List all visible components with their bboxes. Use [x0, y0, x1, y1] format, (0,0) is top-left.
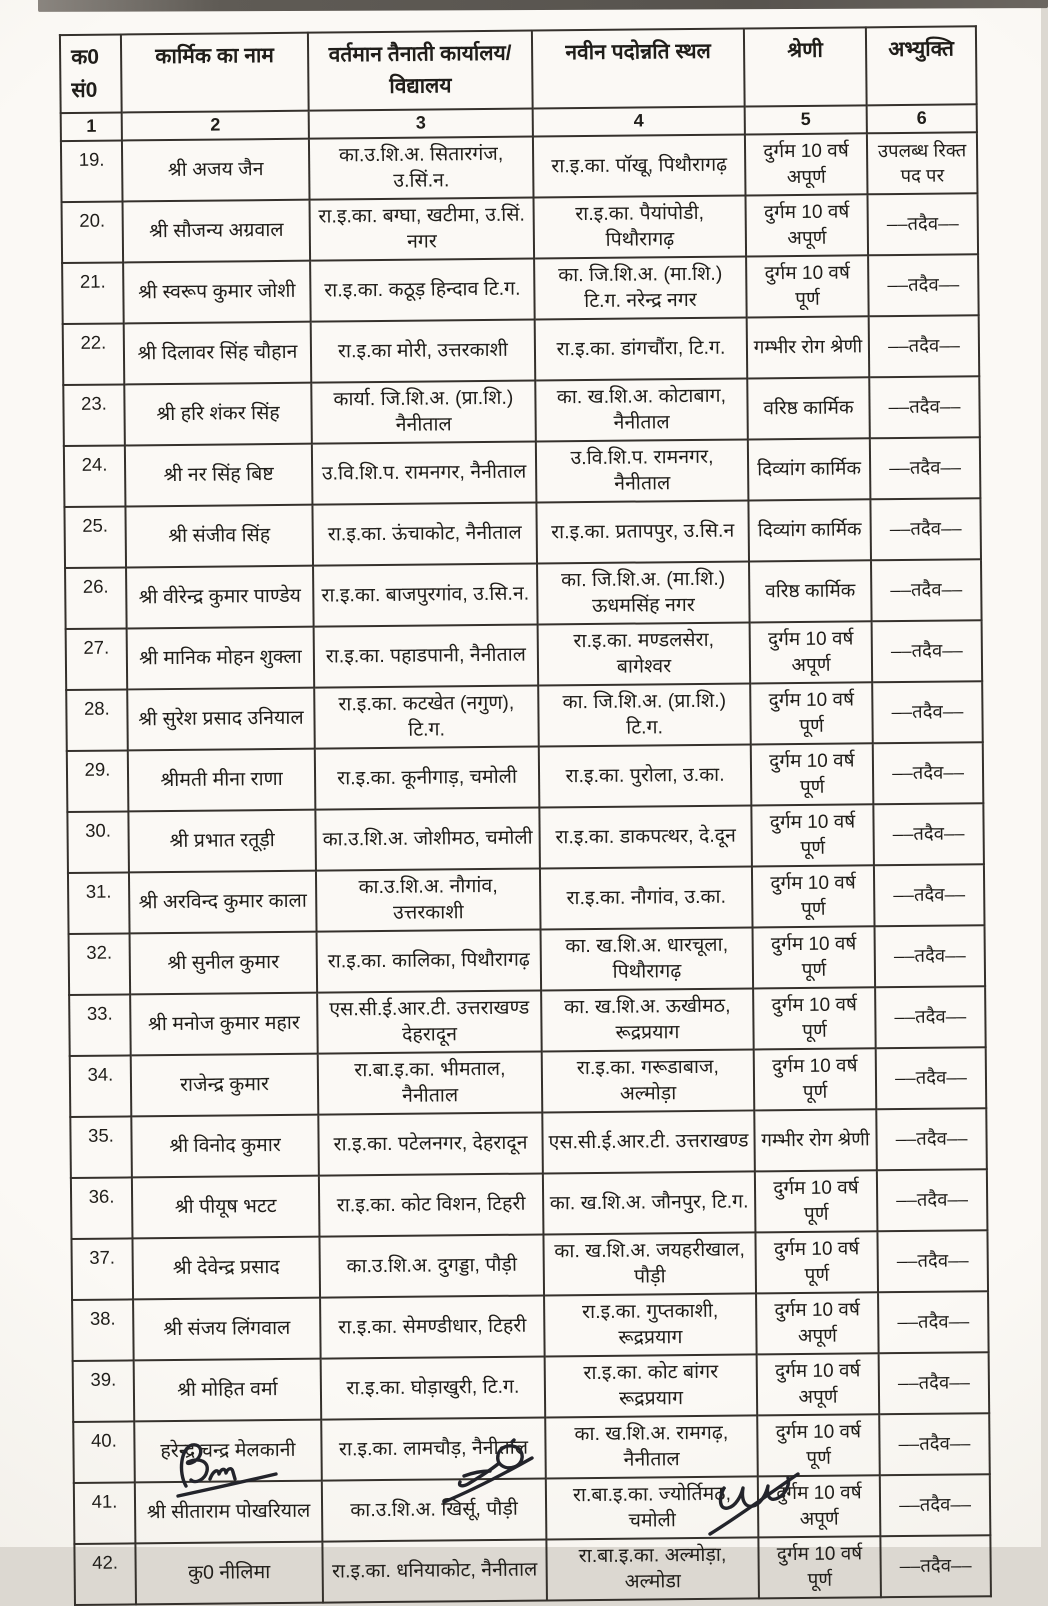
cell-new-posting: का. जि.शि.अ. (मा.शि.) ऊधमसिंह नगर [537, 561, 750, 624]
promotion-table [59, 25, 992, 1606]
table-row [65, 559, 982, 629]
cell-category: दुर्गम 10 वर्ष पूर्ण [755, 1170, 878, 1232]
cell-name: श्री सुरेश प्रसाद उनियाल [127, 688, 315, 751]
cell-name: श्री देवेन्द्र प्रसाद [132, 1237, 320, 1300]
column-header-current-office: वर्तमान तैनाती कार्यालय/ विद्यालय [308, 31, 533, 111]
cell-serial: 37. [71, 1238, 133, 1300]
table-row [63, 315, 980, 385]
cell-name: श्रीमती मीना राणा [128, 749, 316, 812]
cell-remark: ––तदैव–– [879, 1352, 990, 1414]
cell-serial: 23. [63, 384, 125, 446]
table-row [61, 132, 978, 202]
cell-serial: 28. [66, 689, 128, 751]
table-row [71, 1169, 988, 1239]
cell-category: दुर्गम 10 वर्ष अपूर्ण [756, 1292, 879, 1354]
cell-new-posting: का. ख.शि.अ. धारचूला, पिथौरागढ़ [541, 927, 754, 990]
cell-serial: 34. [70, 1055, 132, 1117]
cell-remark: ––तदैव–– [870, 437, 981, 499]
cell-name: श्री प्रभात रतूड़ी [128, 810, 316, 873]
cell-remark: ––तदैव–– [872, 681, 983, 743]
table-row [69, 986, 986, 1056]
cell-category: दुर्गम 10 वर्ष पूर्ण [754, 1048, 877, 1110]
table-row [72, 1291, 989, 1361]
cell-name: राजेन्द्र कुमार [131, 1054, 319, 1117]
cell-remark: ––तदैव–– [870, 498, 981, 560]
table-row [63, 376, 980, 446]
cell-remark: ––तदैव–– [867, 193, 978, 255]
table-row [68, 864, 985, 934]
cell-category: दुर्गम 10 वर्ष पूर्ण [753, 987, 876, 1049]
cell-new-posting: रा.बा.इ.का. अल्मोड़ा, अल्मोडा [546, 1537, 759, 1600]
table-row [69, 925, 986, 995]
cell-category: दुर्गम 10 वर्ष पूर्ण [751, 804, 874, 866]
column-number: 5 [745, 105, 867, 134]
cell-name: श्री संजय लिंगवाल [133, 1298, 321, 1361]
cell-category: वरिष्ठ कार्मिक [747, 377, 870, 439]
cell-remark: ––तदैव–– [877, 1230, 988, 1292]
cell-serial: 38. [72, 1299, 134, 1361]
cell-remark: ––तदैव–– [877, 1169, 988, 1231]
cell-serial: 40. [73, 1421, 135, 1483]
cell-new-posting: एस.सी.ई.आर.टी. उत्तराखण्ड [542, 1110, 755, 1173]
column-header-name: कार्मिक का नाम [121, 33, 309, 113]
cell-new-posting: रा.इ.का. गरूडाबाज, अल्मोड़ा [542, 1049, 755, 1112]
cell-serial: 26. [65, 567, 127, 629]
cell-remark: ––तदैव–– [874, 864, 985, 926]
cell-serial: 33. [69, 994, 131, 1056]
cell-remark: उपलब्ध रिक्त पद पर [867, 132, 978, 194]
cell-current-office: रा.इ.का. कोट विशन, टिहरी [319, 1173, 544, 1236]
cell-serial: 27. [66, 628, 128, 690]
table-row [73, 1352, 990, 1422]
cell-new-posting: उ.वि.शि.प. रामनगर, नैनीताल [536, 439, 749, 502]
cell-remark: ––तदैव–– [869, 315, 980, 377]
cell-current-office: रा.इ.का मोरी, उत्तरकाशी [311, 320, 536, 383]
cell-new-posting: रा.इ.का. पुरोला, उ.का. [539, 744, 752, 807]
cell-serial: 25. [64, 506, 126, 568]
cell-current-office: रा.इ.का. कटखेत (नगुण), टि.ग. [314, 686, 539, 749]
cell-name: श्री वीरेन्द्र कुमार पाण्डेय [126, 566, 314, 629]
cell-current-office: रा.इ.का. लामचौड़, नैनीताल [321, 1417, 546, 1480]
cell-name: श्री हरि शंकर सिंह [124, 383, 312, 446]
cell-new-posting: रा.इ.का. कोट बांगर रूद्रप्रयाग [545, 1354, 758, 1417]
cell-current-office: कार्या. जि.शि.अ. (प्रा.शि.) नैनीताल [311, 381, 536, 444]
cell-serial: 30. [67, 811, 129, 873]
cell-current-office: रा.इ.का. कठूड़ हिन्दाव टि.ग. [310, 259, 535, 322]
cell-current-office: रा.इ.का. कालिका, पिथौरागढ़ [317, 929, 542, 992]
cell-serial: 19. [61, 140, 123, 202]
column-header-category: श्रेणी [744, 27, 867, 106]
cell-name: कु0 नीलिमा [135, 1542, 323, 1605]
cell-new-posting: का. ख.शि.अ. जौनपुर, टि.ग. [543, 1171, 756, 1234]
cell-current-office: का.उ.शि.अ. सितारगंज, उ.सिं.न. [309, 137, 534, 200]
cell-current-office: उ.वि.शि.प. रामनगर, नैनीताल [312, 442, 537, 505]
cell-serial: 32. [69, 933, 131, 995]
cell-serial: 31. [68, 872, 130, 934]
cell-current-office: रा.इ.का. धनियाकोट, नैनीताल [322, 1539, 547, 1602]
cell-name: हरेन्द्र चन्द्र मेलकानी [134, 1420, 322, 1483]
cell-remark: ––तदैव–– [869, 376, 980, 438]
table-row [62, 193, 979, 263]
cell-remark: ––तदैव–– [873, 803, 984, 865]
cell-name: श्री पीयूष भटट [132, 1176, 320, 1239]
cell-new-posting: रा.इ.का. मण्डलसेरा, बागेश्वर [538, 622, 751, 685]
document-sheet [59, 25, 990, 1606]
cell-current-office: एस.सी.ई.आर.टी. उत्तराखण्ड देहरादून [317, 990, 542, 1053]
cell-serial: 35. [70, 1116, 132, 1178]
cell-new-posting: रा.इ.का. प्रतापपुर, उ.सि.न [536, 500, 749, 563]
cell-remark: ––तदैव–– [880, 1535, 991, 1597]
cell-category: गम्भीर रोग श्रेणी [754, 1109, 877, 1171]
cell-category: दुर्गम 10 वर्ष पूर्ण [752, 865, 875, 927]
cell-remark: ––तदैव–– [871, 559, 982, 621]
table-row [74, 1535, 991, 1605]
cell-category: दुर्गम 10 वर्ष अपूर्ण [758, 1475, 881, 1537]
cell-current-office: रा.इ.का. बाजपुरगांव, उ.सि.न. [313, 564, 538, 627]
cell-name: श्री मनोज कुमार महार [130, 993, 318, 1056]
cell-remark: ––तदैव–– [868, 254, 979, 316]
cell-current-office: का.उ.शि.अ. नौगांव, उत्तरकाशी [316, 868, 541, 931]
cell-remark: ––तदैव–– [872, 620, 983, 682]
column-header-new-posting: नवीन पदोन्नति स्थल [532, 28, 745, 108]
signature-ink-right [700, 1464, 816, 1545]
cell-name: श्री सुनील कुमार [130, 932, 318, 995]
cell-current-office: का.उ.शि.अ. दुगड्डा, पौड़ी [319, 1234, 544, 1297]
cell-current-office: रा.इ.का. घोड़ाखुरी, टि.ग. [321, 1356, 546, 1419]
cell-current-office: रा.इ.का. बग्घा, खटीमा, उ.सिं. नगर [310, 198, 535, 261]
column-header-serial: क0 सं0 [60, 34, 122, 113]
column-number: 3 [309, 109, 533, 139]
cell-new-posting: रा.इ.का. पैयांपोडी, पिथौरागढ़ [534, 195, 747, 258]
cell-current-office: रा.इ.का. पहाडपानी, नैनीताल [314, 625, 539, 688]
table-row [62, 254, 979, 324]
cell-remark: ––तदैव–– [875, 986, 986, 1048]
cell-name: श्री दिलावर सिंह चौहान [124, 322, 312, 385]
cell-category: दुर्गम 10 वर्ष अपूर्ण [757, 1353, 880, 1415]
signature-ink-left [168, 1438, 288, 1509]
cell-remark: ––तदैव–– [878, 1291, 989, 1353]
cell-category: दिव्यांग कार्मिक [748, 499, 871, 561]
cell-new-posting: का. ख.शि.अ. रामगढ़, नैनीताल [545, 1415, 758, 1478]
header-row [60, 26, 977, 113]
cell-serial: 29. [67, 750, 129, 812]
cell-current-office: का.उ.शि.अ. जोशीमठ, चमोली [315, 807, 540, 870]
cell-new-posting: रा.इ.का. डांगचौंरा, टि.ग. [535, 317, 748, 380]
cell-remark: ––तदैव–– [876, 1047, 987, 1109]
cell-new-posting: का. जि.शि.अ. (मा.शि.) टि.ग. नरेन्द्र नगर [534, 256, 747, 319]
table-row [66, 681, 983, 751]
cell-new-posting: रा.इ.का. गुप्तकाशी, रूद्रप्रयाग [544, 1293, 757, 1356]
cell-current-office: रा.इ.का. कूनीगाड़, चमोली [315, 746, 540, 809]
cell-name: श्री मानिक मोहन शुक्ला [127, 627, 315, 690]
cell-remark: ––तदैव–– [876, 1108, 987, 1170]
column-number: 4 [533, 106, 745, 136]
cell-serial: 41. [74, 1482, 136, 1544]
table-row [70, 1108, 987, 1178]
cell-category: गम्भीर रोग श्रेणी [747, 316, 870, 378]
cell-new-posting: रा.इ.का. डाकपत्थर, दे.दून [539, 805, 752, 868]
column-header-remark: अभ्युक्ति [866, 26, 977, 105]
cell-category: दुर्गम 10 वर्ष पूर्ण [746, 255, 869, 317]
cell-name: श्री संजीव सिंह [125, 505, 313, 568]
cell-current-office: रा.इ.का. पटेलनगर, देहरादून [318, 1112, 543, 1175]
cell-serial: 36. [71, 1177, 133, 1239]
cell-category: दिव्यांग कार्मिक [748, 438, 871, 500]
table-row [70, 1047, 987, 1117]
cell-name: श्री विनोद कुमार [131, 1115, 319, 1178]
cell-new-posting: का. ख.शि.अ. जयहरीखाल, पौड़ी [543, 1232, 756, 1295]
cell-new-posting: रा.इ.का. नौगांव, उ.का. [540, 866, 753, 929]
table-row [66, 620, 983, 690]
cell-new-posting: रा.इ.का. पॉखू, पिथौरागढ़ [533, 134, 746, 197]
cell-category: दुर्गम 10 वर्ष पूर्ण [758, 1536, 881, 1598]
cell-current-office: का.उ.शि.अ. खिर्सू, पौड़ी [322, 1478, 547, 1541]
cell-name: श्री सीताराम पोखरियाल [135, 1481, 323, 1544]
cell-new-posting: का. ख.शि.अ. कोटाबाग, नैनीताल [535, 378, 748, 441]
cell-name: श्री अरविन्द कुमार काला [129, 871, 317, 934]
column-number: 2 [122, 111, 309, 141]
cell-serial: 21. [62, 262, 124, 324]
table-body [61, 132, 991, 1605]
cell-category: दुर्गम 10 वर्ष पूर्ण [750, 682, 873, 744]
cell-new-posting: का. जि.शि.अ. (प्रा.शि.) टि.ग. [538, 683, 751, 746]
cell-category: दुर्गम 10 वर्ष पूर्ण [755, 1231, 878, 1293]
cell-remark: ––तदैव–– [880, 1474, 991, 1536]
cell-current-office: रा.इ.का. ऊंचाकोट, नैनीताल [312, 503, 537, 566]
table-row [67, 803, 984, 873]
cell-new-posting: का. ख.शि.अ. ऊखीमठ, रूद्रप्रयाग [541, 988, 754, 1051]
cell-category: वरिष्ठ कार्मिक [749, 560, 872, 622]
cell-name: श्री अजय जैन [122, 139, 310, 202]
cell-name: श्री मोहित वर्मा [134, 1359, 322, 1422]
cell-category: दुर्गम 10 वर्ष पूर्ण [751, 743, 874, 805]
cell-category: दुर्गम 10 वर्ष अपूर्ण [745, 194, 868, 256]
cell-category: दुर्गम 10 वर्ष पूर्ण [753, 926, 876, 988]
column-number: 6 [867, 104, 977, 133]
table-row [64, 498, 981, 568]
cell-new-posting: रा.बा.इ.का. ज्योर्तिमठ, चमोली [546, 1476, 759, 1539]
cell-name: श्री नर सिंह बिष्ट [125, 444, 313, 507]
table-row [67, 742, 984, 812]
column-number: 1 [61, 112, 122, 141]
cell-name: श्री स्वरूप कुमार जोशी [123, 261, 311, 324]
cell-serial: 39. [73, 1360, 135, 1422]
cell-serial: 24. [64, 445, 126, 507]
cell-category: दुर्गम 10 वर्ष पूर्ण [757, 1414, 880, 1476]
table-row [71, 1230, 988, 1300]
table-row [64, 437, 981, 507]
cell-category: दुर्गम 10 वर्ष अपूर्ण [745, 133, 868, 195]
cell-serial: 42. [74, 1543, 136, 1605]
scan-edge-artifact [38, 0, 1048, 12]
cell-serial: 20. [62, 201, 124, 263]
cell-remark: ––तदैव–– [873, 742, 984, 804]
signature-ink-middle [428, 1438, 548, 1515]
cell-current-office: रा.बा.इ.का. भीमताल, नैनीताल [318, 1051, 543, 1114]
cell-serial: 22. [63, 323, 125, 385]
cell-current-office: रा.इ.का. सेमण्डीधार, टिहरी [320, 1295, 545, 1358]
cell-remark: ––तदैव–– [875, 925, 986, 987]
cell-category: दुर्गम 10 वर्ष अपूर्ण [750, 621, 873, 683]
cell-name: श्री सौजन्य अग्रवाल [123, 200, 311, 263]
cell-remark: ––तदैव–– [879, 1413, 990, 1475]
